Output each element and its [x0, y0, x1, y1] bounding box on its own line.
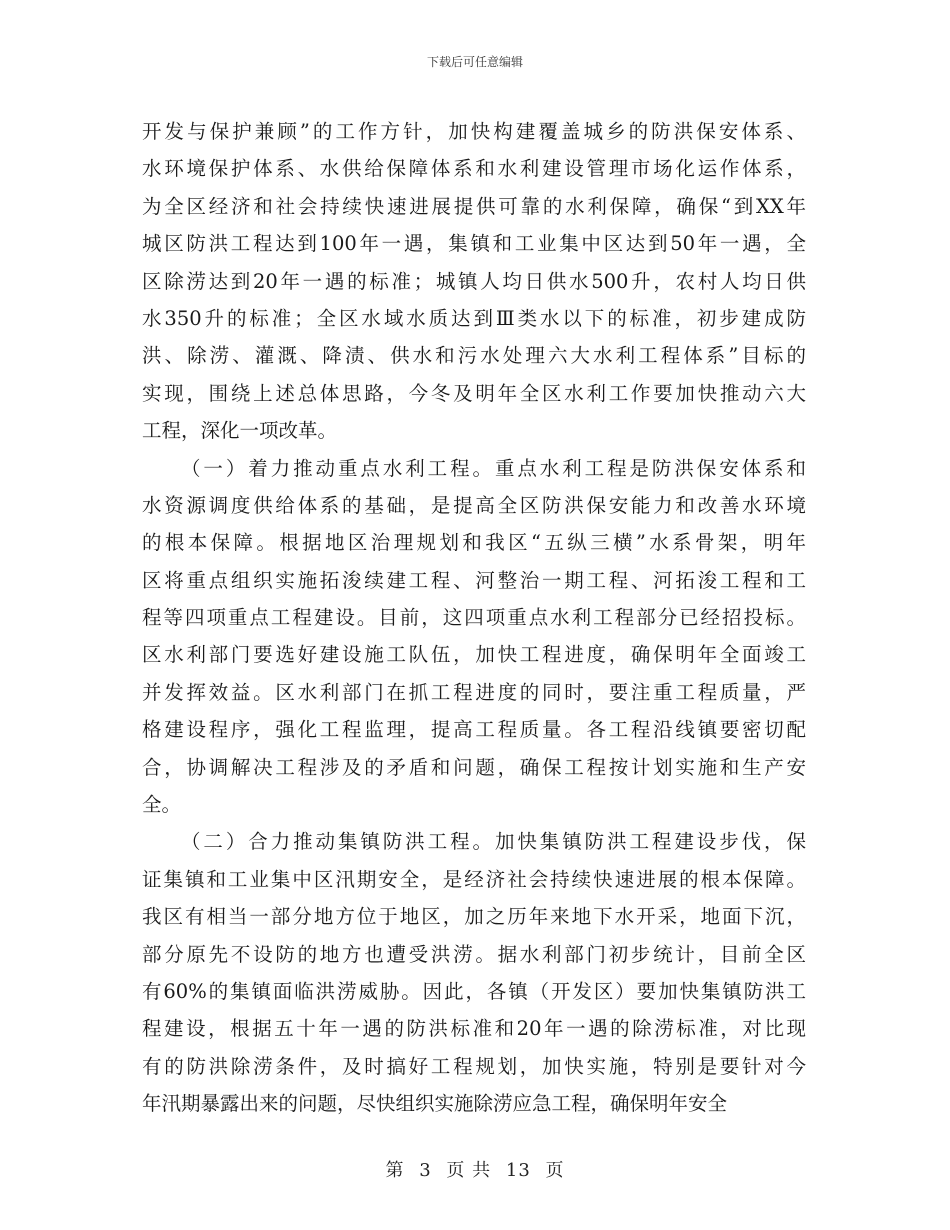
text-line: 为全区经济和社会持续快速进展提供可靠的水利保障，确保“到XX年	[142, 194, 806, 218]
text-line: 合，协调解决工程涉及的矛盾和问题，确保工程按计划实施和生产安	[142, 755, 806, 779]
text-line: 并发挥效益。区水利部门在抓工程进度的同时，要注重工程质量，严	[142, 680, 806, 704]
text-line: 城区防洪工程达到100年一遇，集镇和工业集中区达到50年一遇，全	[142, 232, 806, 256]
paragraph	[142, 823, 806, 1122]
text-line: 格建设程序，强化工程监理，提高工程质量。各工程沿线镇要密切配	[142, 718, 806, 742]
text-line: 洪、除涝、灌溉、降渍、供水和污水处理六大水利工程体系”目标的	[142, 344, 806, 368]
text-line: 水资源调度供给体系的基础，是提高全区防洪保安能力和改善水环境	[142, 493, 806, 517]
text-line: 有60%的集镇面临洪涝威胁。因此，各镇（开发区）要加快集镇防洪工	[142, 979, 806, 1003]
text-line: 证集镇和工业集中区汛期安全，是经济社会持续快速进展的根本保障。	[142, 867, 806, 891]
text-line: 水环境保护体系、水供给保障体系和水利建设管理市场化运作体系，	[142, 157, 806, 181]
page-footer	[0, 1156, 950, 1182]
footer-page-number: 3	[419, 1160, 432, 1181]
text-line: （一）着力推动重点水利工程。重点水利工程是防洪保安体系和	[181, 456, 806, 480]
text-line: 有的防洪除涝条件，及时搞好工程规划，加快实施，特别是要针对今	[142, 1054, 806, 1078]
document-body	[142, 113, 806, 1123]
footer-prefix: 第	[385, 1160, 405, 1181]
page-header: 下载后可任意编辑	[426, 55, 523, 69]
text-line: 全。	[142, 793, 182, 817]
text-line: 工程，深化一项改革。	[142, 419, 338, 443]
text-line: 我区有相当一部分地方位于地区，加之历年来地下水开采，地面下沉，	[142, 905, 806, 929]
text-line: 水350升的标准；全区水域水质达到Ⅲ类水以下的标准，初步建成防	[142, 306, 806, 330]
text-line: 部分原先不设防的地方也遭受洪涝。据水利部门初步统计，目前全区	[142, 942, 806, 966]
paragraph	[142, 450, 806, 824]
text-line: 区将重点组织实施拓浚续建工程、河整治一期工程、河拓浚工程和工	[142, 568, 806, 592]
text-line: 实现，围绕上述总体思路，今冬及明年全区水利工作要加快推动六大	[142, 381, 806, 405]
text-line: 程建设，根据五十年一遇的防洪标准和20年一遇的除涝标准，对比现	[142, 1017, 806, 1041]
text-line: 的根本保障。根据地区治理规划和我区“五纵三横”水系骨架，明年	[142, 531, 806, 555]
text-line: 区除涝达到20年一遇的标准；城镇人均日供水500升，农村人均日供	[142, 269, 806, 293]
text-line: 开发与保护兼顾”的工作方针，加快构建覆盖城乡的防洪保安体系、	[142, 120, 806, 143]
text-line: 年汛期暴露出来的问题，尽快组织实施除涝应急工程，确保明年安全	[142, 1092, 728, 1116]
text-line: （二）合力推动集镇防洪工程。加快集镇防洪工程建设步伐，保	[181, 830, 806, 854]
text-line: 程等四项重点工程建设。目前，这四项重点水利工程部分已经招投标。	[142, 606, 806, 630]
text-line: 区水利部门要选好建设施工队伍，加快工程进度，确保明年全面竣工	[142, 643, 806, 667]
footer-middle: 页 共	[446, 1160, 492, 1181]
paragraph	[142, 113, 806, 450]
footer-total-pages: 13	[505, 1160, 531, 1181]
footer-suffix: 页	[545, 1160, 565, 1181]
